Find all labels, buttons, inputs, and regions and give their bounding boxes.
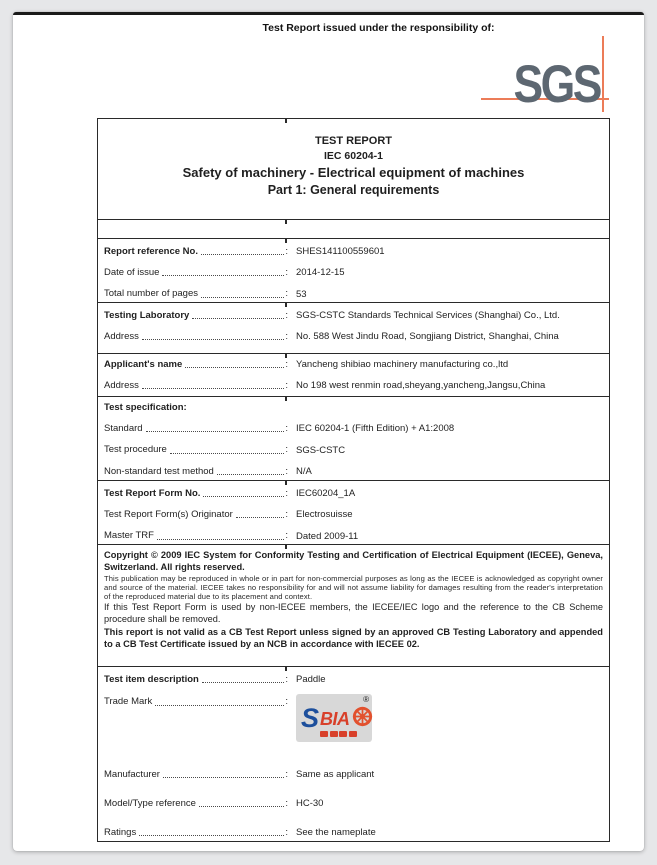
field-row-non-standard-method (98, 461, 609, 482)
dotted-leader (192, 318, 284, 319)
field-label: Test Report Form(s) Originator : (104, 509, 288, 521)
field-row-test-procedure (98, 440, 609, 461)
section-testing-laboratory (98, 302, 609, 353)
copyright-removal-note: If this Test Report Form is used by non-IECEE members, the IECEE/IEC logo and the reference to the CB Scheme procedure shall be removed. (104, 602, 603, 624)
title-line-1: TEST REPORT (314, 135, 392, 147)
field-label: Trade Mark : (104, 696, 288, 708)
report-table (97, 118, 610, 842)
dotted-leader (170, 453, 285, 454)
test-specification-header: Test specification: (104, 401, 187, 413)
field-row-applicant-address (98, 375, 609, 396)
field-value: 2014-12-15 (296, 267, 345, 279)
dotted-leader (146, 431, 285, 432)
field-value: SGS-CSTC Standards Technical Services (Shanghai) Co., Ltd. (296, 310, 560, 322)
dotted-leader (185, 367, 284, 368)
dotted-leader (163, 777, 284, 778)
field-row-report-reference (98, 241, 609, 262)
dotted-leader (199, 806, 284, 807)
field-value: No. 588 West Jindu Road, Songjiang District, Shanghai, China (296, 331, 559, 343)
dotted-leader (217, 474, 285, 475)
field-label: Address : (104, 331, 288, 343)
field-row-trade-mark (98, 690, 609, 760)
spacer-row (98, 219, 609, 238)
field-row-date-of-issue (98, 262, 609, 283)
dotted-leader (201, 297, 284, 298)
copyright-notice: Copyright © 2009 IEC System for Conformity Testing and Certification of Electrical Equipment (IECEE), Geneva, Switzerland. All rights reserved. (104, 550, 603, 572)
trademark-letter-s: S (301, 702, 320, 733)
dotted-leader (139, 835, 284, 836)
field-row-ratings (98, 818, 609, 847)
sgs-logo (481, 38, 613, 112)
title-line-3: Safety of machinery - Electrical equipment of machines (182, 165, 525, 180)
dotted-leader (142, 388, 285, 389)
field-value: 53 (296, 288, 307, 300)
field-row-applicant-name (98, 354, 609, 375)
field-row-model-type (98, 789, 609, 818)
section-applicant (98, 353, 609, 396)
dotted-leader (236, 517, 285, 518)
ship-wheel-icon (351, 705, 374, 728)
field-row-test-item-description (98, 669, 609, 690)
field-label: Test procedure : (104, 444, 288, 456)
title-line-4: Part 1: General requirements (267, 183, 440, 197)
field-label: Testing Laboratory : (104, 310, 288, 322)
field-row-trf-no (98, 483, 609, 504)
field-value: SHES141100559601 (296, 246, 385, 258)
copyright-small-print: This publication may be reproduced in whole or in part for non-commercial purposes as long as the IECEE is acknowledged as copyright owner and source of the material. IECEE takes no responsibility for and will not assume liability for damages resulting from the reader's interpretation of the reproduced material due to its placement and context. (104, 574, 603, 601)
field-label: Master TRF : (104, 530, 288, 542)
registered-mark-icon: ® (363, 695, 369, 705)
field-value: Same as applicant (296, 769, 375, 781)
trademark-logo (296, 694, 372, 742)
copyright-validity-note: This report is not valid as a CB Test Report unless signed by an approved CB Testing Laboratory and appended to a CB Test Certificate issued by an NCB in accordance with IECEE 02. (104, 627, 603, 649)
field-label: Test Report Form No. : (104, 488, 288, 500)
field-row-laboratory-address (98, 326, 609, 347)
section-test-specification (98, 396, 609, 480)
section-copyright (98, 544, 609, 666)
field-value: IEC 60204-1 (Fifth Edition) + A1:2008 (296, 423, 455, 435)
field-value: Paddle (296, 674, 326, 686)
field-label: Applicant's name : (104, 359, 288, 371)
section-report-reference (98, 238, 609, 302)
dotted-leader (202, 682, 285, 683)
title-line-2: IEC 60204-1 (324, 150, 383, 162)
field-value: SGS-CSTC (296, 444, 346, 456)
field-value: N/A (296, 466, 312, 478)
sgs-logo-vertical-line (602, 36, 604, 112)
dotted-leader (201, 254, 284, 255)
dotted-leader (142, 339, 285, 340)
field-value: HC-30 (296, 798, 324, 810)
field-label: Address : (104, 380, 288, 392)
dotted-leader (162, 275, 284, 276)
field-value: Dated 2009-11 (296, 530, 359, 542)
field-label: Ratings : (104, 827, 288, 839)
field-label: Standard : (104, 423, 288, 435)
field-label: Model/Type reference : (104, 798, 288, 810)
field-row-standard (98, 418, 609, 439)
field-row-trf-originator (98, 504, 609, 525)
dotted-leader (157, 539, 284, 540)
field-label: Total number of pages : (104, 288, 288, 300)
dotted-leader (155, 705, 284, 706)
sgs-logo-text: SGS (513, 54, 600, 114)
title-block (98, 119, 609, 219)
field-label: Manufacturer : (104, 769, 288, 781)
field-value: No 198 west renmin road,sheyang,yancheng,Jangsu,China (296, 380, 546, 392)
field-value: IEC60204_1A (296, 488, 356, 500)
field-value: Yancheng shibiao machinery manufacturing co.,ltd (296, 359, 509, 371)
header-note: Test Report issued under the responsibility of: (262, 22, 495, 34)
field-label: Report reference No. : (104, 246, 288, 258)
section-test-item (98, 666, 609, 839)
field-value: Electrosuisse (296, 509, 353, 521)
section-test-report-form (98, 480, 609, 544)
page-top-rule (13, 12, 644, 15)
report-page (13, 12, 644, 851)
field-label: Test item description : (104, 674, 288, 686)
field-row-manufacturer (98, 760, 609, 789)
trademark-cjk-text (320, 731, 357, 737)
field-label: Date of issue : (104, 267, 288, 279)
trademark-letters-bia: BIA (320, 709, 350, 730)
field-value: See the nameplate (296, 827, 376, 839)
field-row-testing-laboratory (98, 305, 609, 326)
field-label: Non-standard test method : (104, 466, 288, 478)
dotted-leader (203, 496, 284, 497)
